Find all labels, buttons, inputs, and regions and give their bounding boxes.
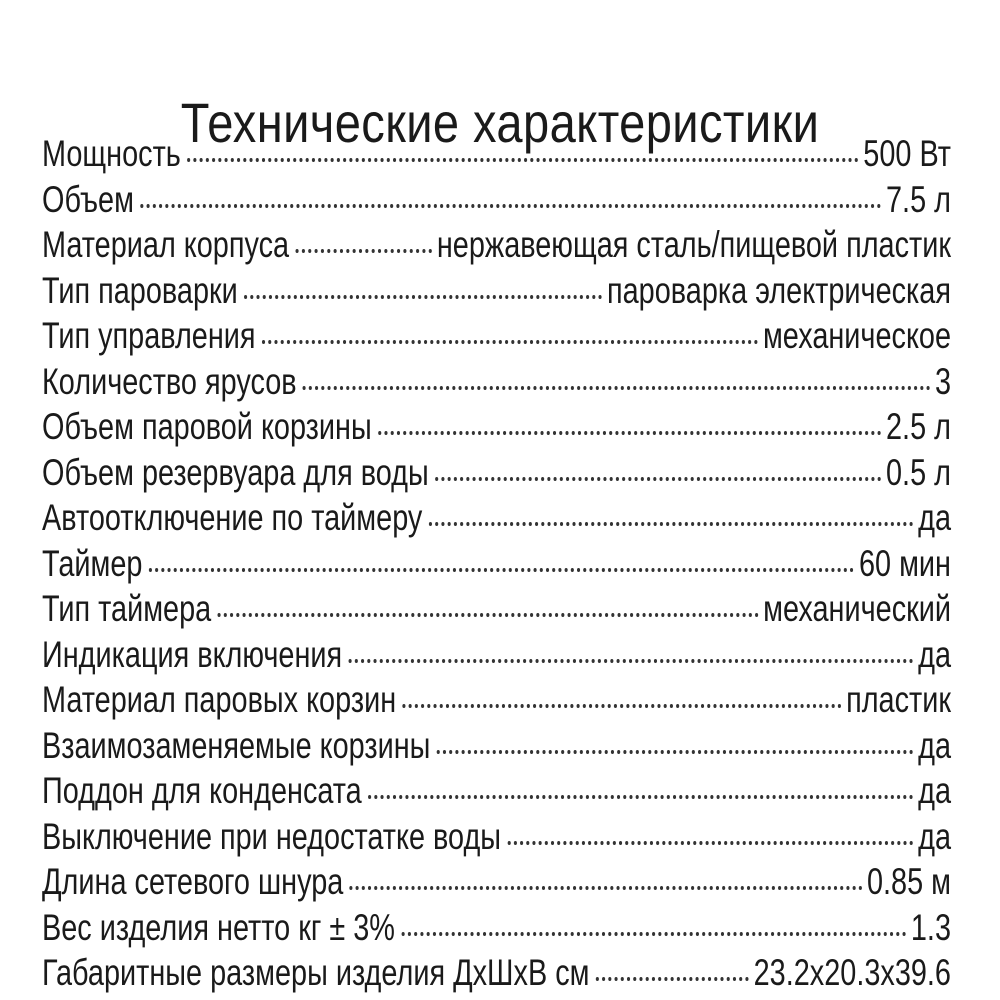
dot-leader <box>596 977 749 981</box>
spec-label: Объем паровой корзины <box>42 406 372 447</box>
spec-label: Габаритные размеры изделия ДхШхВ см <box>42 952 590 993</box>
dot-leader <box>507 841 913 845</box>
spec-value: 0.5 л <box>886 451 951 493</box>
spec-value: 0.85 м <box>866 861 951 902</box>
spec-value: да <box>918 815 951 857</box>
spec-row-control-type <box>42 313 951 359</box>
dot-leader <box>350 886 863 890</box>
spec-label: Взаимозаменяемые корзины <box>42 724 431 766</box>
spec-row-timer-type <box>42 586 951 632</box>
spec-value: да <box>918 497 951 538</box>
dot-leader <box>348 659 913 663</box>
spec-row-volume <box>42 177 951 223</box>
spec-value: 23.2х20.3х39.6 <box>753 952 951 993</box>
spec-value: нержавеющая сталь/пищевой пластик <box>436 224 951 265</box>
dot-leader <box>140 204 881 208</box>
dot-leader <box>217 613 758 617</box>
spec-value: 1.3 <box>910 906 951 948</box>
spec-label: Тип пароварки <box>42 269 238 311</box>
dot-leader <box>303 386 930 390</box>
spec-value: 60 мин <box>858 542 951 584</box>
dot-leader <box>429 522 914 526</box>
spec-row-power-indicator <box>42 632 951 678</box>
spec-value: 500 Вт <box>863 133 951 174</box>
spec-value: 3 <box>934 360 951 402</box>
spec-label: Вес изделия нетто кг ± 3% <box>42 906 395 948</box>
spec-row-cord-length <box>42 859 951 905</box>
dot-leader <box>149 568 855 572</box>
spec-value: механическое <box>762 315 951 356</box>
spec-label: Материал паровых корзин <box>42 679 397 720</box>
dot-leader <box>262 340 758 344</box>
spec-row-interchangeable-baskets <box>42 723 951 769</box>
spec-row-tiers <box>42 359 951 405</box>
dot-leader <box>401 932 906 936</box>
dot-leader <box>435 477 881 481</box>
spec-label: Объем резервуара для воды <box>42 451 429 493</box>
spec-label: Поддон для конденсата <box>42 770 362 811</box>
spec-label: Материал корпуса <box>42 224 290 265</box>
spec-value: 7.5 л <box>886 178 951 220</box>
spec-label: Таймер <box>42 542 143 584</box>
spec-row-steamer-type <box>42 268 951 314</box>
spec-list <box>42 131 951 996</box>
spec-row-net-weight <box>42 905 951 951</box>
spec-label: Мощность <box>42 133 181 174</box>
spec-label: Автоотключение по таймеру <box>42 497 423 538</box>
spec-label: Длина сетевого шнура <box>42 861 344 902</box>
spec-row-drip-tray <box>42 768 951 814</box>
spec-label: Тип управления <box>42 315 256 356</box>
spec-label: Тип таймера <box>42 588 212 629</box>
spec-row-auto-off <box>42 495 951 541</box>
spec-row-water-tank <box>42 450 951 496</box>
spec-row-basket-material <box>42 677 951 723</box>
spec-value: да <box>918 633 951 675</box>
spec-row-body-material <box>42 222 951 268</box>
spec-value: да <box>918 770 951 811</box>
dot-leader <box>368 795 913 799</box>
spec-value: пароварка электрическая <box>606 269 951 311</box>
dot-leader <box>187 158 859 162</box>
spec-label: Количество ярусов <box>42 360 297 402</box>
dot-leader <box>378 431 881 435</box>
spec-value: да <box>918 724 951 766</box>
dot-leader <box>244 295 602 299</box>
spec-row-low-water-shutoff <box>42 814 951 860</box>
spec-label: Индикация включения <box>42 633 343 675</box>
spec-row-power <box>42 131 951 177</box>
spec-label: Выключение при недостатке воды <box>42 815 502 857</box>
spec-value: механический <box>763 588 951 629</box>
spec-row-basket-volume <box>42 404 951 450</box>
spec-label: Объем <box>42 178 134 220</box>
spec-value: пластик <box>846 679 951 720</box>
dot-leader <box>295 249 432 253</box>
spec-row-dimensions <box>42 950 951 996</box>
spec-value: 2.5 л <box>886 406 951 447</box>
page-title: Технические характеристики <box>180 90 820 154</box>
dot-leader <box>402 704 841 708</box>
spec-row-timer <box>42 541 951 587</box>
dot-leader <box>437 750 914 754</box>
